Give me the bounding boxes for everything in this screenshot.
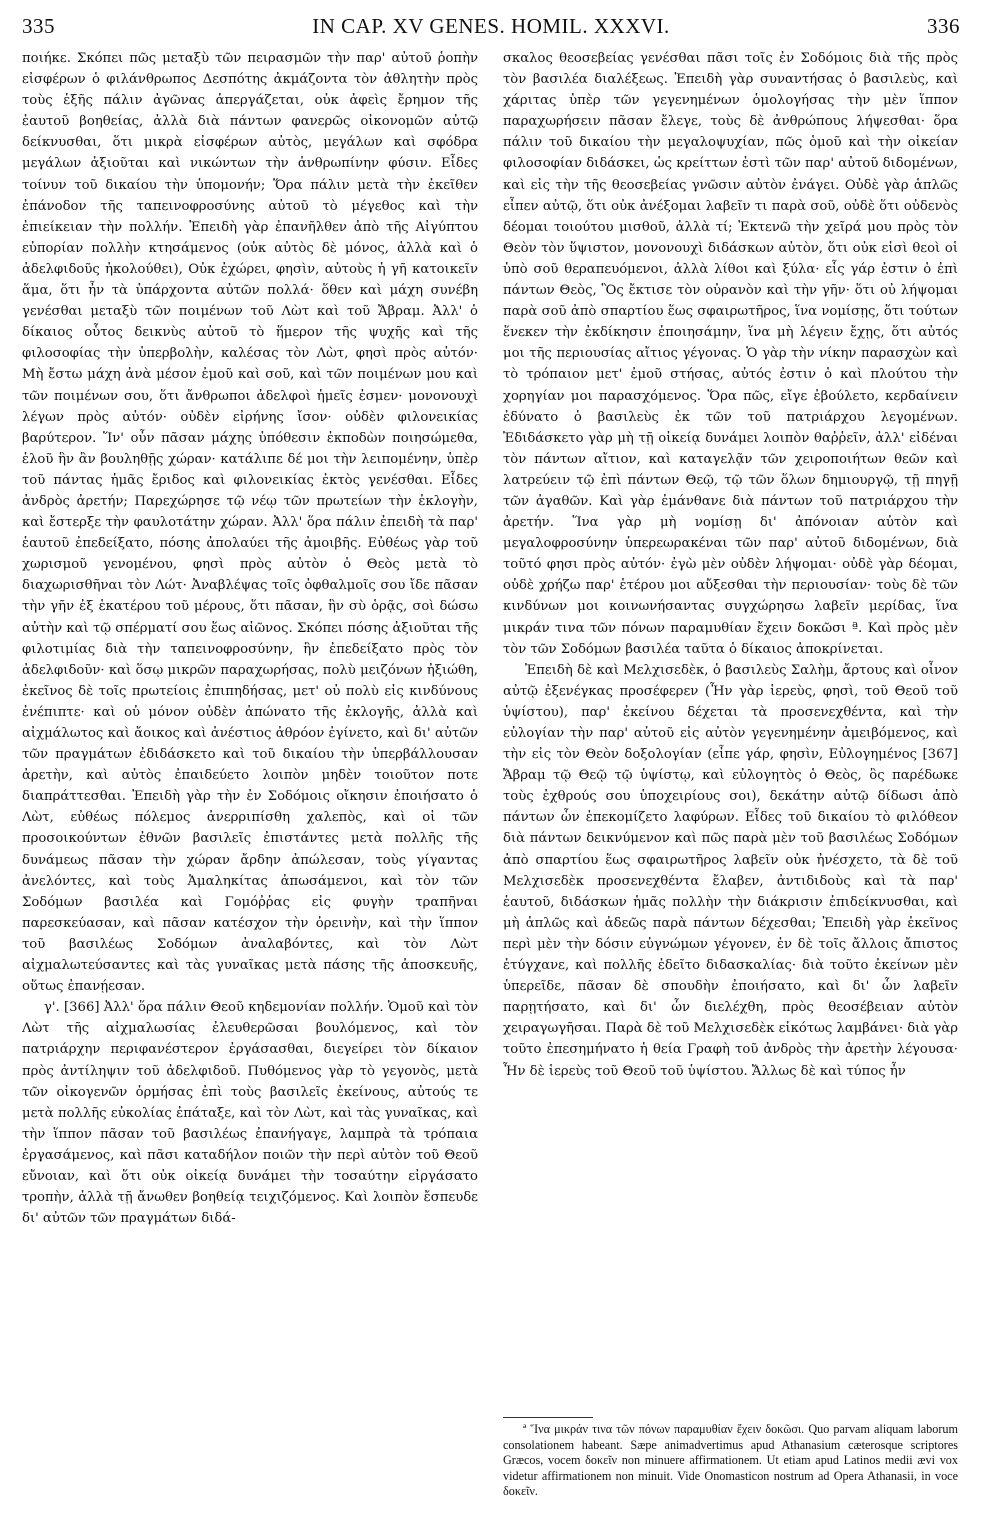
left-paragraph-2: γ'. [366] Ἀλλ' ὅρα πάλιν Θεοῦ κηδεμονίαν πολλήν. Ὁμοῦ καὶ τὸν Λὼτ τῆς αἰχμαλωσίας ἐλευθερῶσαι βουλόμενος, καὶ τὸν πατριάρχην περιφανέστερον ἐργάσασθαι, διεγείρει τὸν δίκαιον πρὸς ἀντίληψιν τοῦ ἀδελφιδοῦ. Πυθόμενος γὰρ τὸ γεγονὸς, μετὰ τῶν οἰκογενῶν ὁρμήσας ἐπὶ τοὺς βασιλεῖς ἐκείνους, αὐτούς τε μετὰ πολλῆς εὐκολίας ἐπάταξε, καὶ τὸν Λὼτ, καὶ τὰς γυναῖκας, καὶ τὴν ἵππον πᾶσαν τοῦ βασιλέως ἐπανήγαγε, λαμπρὰ τὰ τρόπαια ἐργασάμενος, καὶ πᾶσι καταδήλον ποιῶν τὴν περὶ αὐτὸν τοῦ Θεοῦ εὔνοιαν, καὶ ὅτι οὐκ οἰκείᾳ δυνάμει τὴν τοσαύτην εἰργάσατο τροπὴν, ἀλλὰ τῇ ἄνωθεν βοηθείᾳ τειχιζόμενος. Καὶ λοιπὸν ἔσπευδε δι' αὐτῶν τῶν πραγμάτων διδά- [22,1000,478,1227]
page-number-right: 336 [927,14,960,38]
left-paragraph-1: ποιήκε. Σκόπει πῶς μεταξὺ τῶν πειρασμῶν τὴν παρ' αὐτοῦ ῥοπὴν εἰσφέρων ὁ φιλάνθρωπος Δεσπότης ἀκμάζοντα τὸν ἀθλητὴν πρὸς τοὺς ἑξῆς πάλιν ἀγῶνας ἀπεργάζεται, οὐκ ἀφεὶς ἔρημον τῆς ἑαυτοῦ βοηθείας, ἀλλὰ διὰ πάντων φανερῶς οἰκονομῶν αὐτῷ δείκνυσθαι, ὅτι μικρὰ εἰσφέρων αὐτὸς, μεγάλων καὶ σφόδρα μεγάλων ἀξιοῦται καὶ νικώντων τὴν ἀνθρωπίνην φύσιν. Εἶδες τοίνυν τοῦ δικαίου τὴν ὑπομονήν; Ὅρα πάλιν μετὰ τὴν ἐκεῖθεν ἐπάνοδον τῆς ταπεινοφροσύνης αὐτοῦ τὸ μέγεθος καὶ τὴν ἐπιείκειαν τὴν πολλήν. Ἐπειδὴ γὰρ ἐπανῆλθεν ἀπὸ τῆς Αἰγύπτου εὐπορίαν πολλὴν κτησάμενος (οὐκ αὐτὸς δὲ μόνος, ἀλλὰ καὶ ὁ ἀδελφιδοῦς ἠκολούθει), Οὐκ ἐχώρει, φησὶν, αὐτοὺς ἡ γῆ κατοικεῖν ἅμα, ὅτι ἦν τὰ ὑπάρχοντα αὐτῶν πολλά· ὅθεν καὶ μάχη συνέβη γενέσθαι μεταξὺ τῶν ποιμένων τοῦ Λὼτ καὶ τοῦ Ἄβραμ. Ἀλλ' ὁ δίκαιος οὗτος δεικνὺς αὐτοῦ τὸ ἥμερον τῆς ψυχῆς καὶ τῆς φιλοσοφίας τὴν ὑπερβολὴν, καλέσας τὸν Λὼτ, φησὶ πρὸς αὐτόν· Μὴ ἔστω μάχη ἀνὰ μέσον ἐμοῦ καὶ σοῦ, καὶ τῶν ποιμένων μου καὶ τῶν ποιμένων σου, ὅτι ἄνθρωποι ἀδελφοὶ ἡμεῖς ἐσμεν· μονονουχὶ λέγων πρὸς αὐτόν· οὐδὲν εἰρήνης ἴσον· οὐδὲν φιλονεικίας βαρύτερον. Ἵν' οὖν πᾶσαν μάχης ὑπόθεσιν ἐκποδὼν ποιησώμεθα, ἑλοῦ ἣν ἂν βουληθῇς χώραν· κατάλιπε δέ μοι τὴν λειπομένην, ὑπὲρ τοῦ πάντας ἡμᾶς ἔριδος καὶ φιλονεικίας ἐκτὸς γενέσθαι. Εἶδες ἀνδρὸς ἀρετήν; Παρεχώρησε τῷ νέῳ τῶν πρωτείων τὴν ἐκλογὴν, καὶ ἔστερξε τὴν φαυλοτάτην χώραν. Ἀλλ' ὅρα πάλιν ἐπειδὴ τὰ παρ' ἑαυτοῦ ἐπεδείξατο, πόσης ἀπολαύει τῆς ἀμοιβῆς. Εὐθέως γὰρ τοῦ χωρισμοῦ γενομένου, φησὶ πρὸς αὐτὸν ὁ Θεὸς μετὰ τὸ διαχωρισθῆναι τὸν Λώτ· Ἀναβλέψας τοῖς ὀφθαλμοῖς σου ἴδε πᾶσαν τὴν γῆν ἐξ ἑκατέρου τοῦ μέρους, ὅτι πᾶσαν, ἣν σὺ ὁρᾷς, σοὶ δώσω αὐτὴν καὶ τῷ σπέρματί σου ἕως αἰῶνος. Σκόπει πόσης ἀξιοῦται τῆς φιλοτιμίας διὰ τὴν ταπεινοφροσύνην, ἣν ἐπεδείξατο πρὸς τὸν ἀδελφιδοῦν· καὶ ὅσῳ μικρῶν παραχωρήσας, πολὺ μειζόνων ἠξιώθη, ἐκεῖνος δὲ τοῖς πρωτείοις ἐπιπηδήσας, μετ' οὐ πολὺ εἰς κινδύνους ἐνέπιπτε· καὶ οὐ μόνον οὐδὲν ἀπώνατο τῆς ἐκλογῆς, ἀλλὰ καὶ αἰχμάλωτος καὶ ἄοικος καὶ ἀνέστιος ἀθρόον ἐγίνετο, καὶ δι' αὐτῶν τῶν πραγμάτων ἐδιδάσκετο καὶ τοῦ δικαίου τὴν ὑπερβάλλουσαν ἀρετὴν, καὶ αὐτὸς ἐπαιδεύετο λοιπὸν μηδὲν τοιοῦτον ποτε διαπράττεσθαι. Ἐπειδὴ γὰρ τὴν ἐν Σοδόμοις οἴκησιν ἐποιήσατο ὁ Λὼτ, εὐθέως πόλεμος ἀνερριπίσθη χαλεπὸς, καὶ οἱ τῶν προσοικούντων ἐθνῶν βασιλεῖς ἐπιστάντες μετὰ πολλῆς τῆς δυνάμεως πᾶσαν τὴν χώραν ἄρδην ἀπώλεσαν, τοὺς γίγαντας ἀνελόντες, καὶ τοὺς Ἀμαληκίτας ἀπωσάμενοι, καὶ τὸν τῶν Σοδόμων βασιλέα καὶ Γομόῤῥας εἰς φυγὴν τραπῆναι παρεσκεύασαν, καὶ πᾶσαν κατέσχον τὴν ὀρεινὴν, καὶ τὴν ἵππον τοῦ βασιλέως Σοδόμων ἀναλαβόντες, καὶ τὸν Λὼτ αἰχμαλωτεύσαντες καὶ τὰς γυναῖκας μετὰ πάσης τῆς ἀποσκευῆς, οὕτως ἐπανῄεσαν. [22,51,478,995]
right-paragraph-2: Ἐπειδὴ δὲ καὶ Μελχισεδὲκ, ὁ βασιλεὺς Σαλὴμ, ἄρτους καὶ οἶνον αὐτῷ ἐξενέγκας προσέφερεν (Ἦν γὰρ ἱερεὺς, φησὶ, τοῦ Θεοῦ τοῦ ὑψίστου), παρ' ἐκείνου δέχεται τὰ προσενεχθέντα, καὶ τὴν εὐλογίαν τὴν παρ' αὐτοῦ εἰς αὐτὸν γεγενημένην ἀμειβόμενος, καὶ τὴν εἰς τὸν Θεὸν δοξολογίαν (εἶπε γάρ, φησὶν, Εὐλογημένος [367] Ἄβραμ τῷ Θεῷ τῷ ὑψίστῳ, καὶ εὐλογητὸς ὁ Θεὸς, ὃς παρέδωκε τοὺς ἐχθρούς σου ὑποχειρίους σοι), δεκάτην αὐτῷ δίδωσι ἀπὸ πάντων ὧν ἐπεκομίζετο λαφύρων. Εἶδες τοῦ δικαίου τὸ φιλόθεον διὰ πάντων δεικνύμενον καὶ πῶς παρὰ μὲν τοῦ βασιλέως Σοδόμων ἀπὸ σπαρτίου ἕως σφαιρωτῆρος λαβεῖν οὐκ ἠνέσχετο, τὰ δὲ τοῦ Μελχισεδὲκ προσενεχθέντα ἔλαβεν, ἀντιδιδοὺς καὶ τὰ παρ' ἑαυτοῦ, διδάσκων ἡμᾶς πολλὴν τὴν διάκρισιν ἐπιδείκνυσθαι, καὶ μὴ ἁπλῶς καὶ ἀδεῶς παρὰ πάντων δέχεσθαι; Ἐπειδὴ γὰρ ἐκεῖνος περὶ μὲν τὴν δόσιν εὐγνώμων γέγονεν, ἐν δὲ τοῖς ἄλλοις ἄπιστος ἐτύγχανε, καὶ πολλῆς ἐδεῖτο διδασκαλίας· διὰ τοῦτο ἐκείνων μὲν ὑπερεῖδε, πᾶσαν δὲ σπουδὴν ἐποιήσατο, καὶ δι' ὧν λαβεῖν παρῃτήσατο, καὶ δι' ὧν διελέχθη, πρὸς θεοσέβειαν αὐτὸν χειραγωγῆσαι. Παρὰ δὲ τοῦ Μελχισεδὲκ εἰκότως λαμβάνει· διὰ γὰρ τοῦτο ἐπεσημήνατο ἡ θεία Γραφὴ τοῦ ἀνδρὸς τὴν ἀρετὴν λέγουσα· Ἦν δὲ ἱερεὺς τοῦ Θεοῦ τοῦ ὑψίστου. Ἄλλως δὲ καὶ τύπος ἦν [503,662,958,1079]
page-header [22,14,960,40]
page-number-left: 335 [22,14,55,38]
left-column [22,48,478,1229]
footnote: ª Ἵνα μικράν τινα τῶν πόνων παραμυθίαν ἔχειν δοκῶσι. Quo parvam aliquam laborum consolationem habeant. Sæpe animadvertimus apud Athanasium cæterosque scriptores Græcos, vocem δοκεῖν non minuere affirmationem. Ut etiam apud Latinos medii ævi vox videtur affirmationem non minuit. Vide Onomasticon nostrum ad Opera Athanasii, in voce δοκεῖν. [503,1422,958,1499]
right-paragraph-1: σκαλος θεοσεβείας γενέσθαι πᾶσι τοῖς ἐν Σοδόμοις διὰ τῆς πρὸς τὸν βασιλέα διαλέξεως. Ἐπειδὴ γὰρ συναντήσας ὁ βασιλεὺς, καὶ χάριτας ὑπὲρ τῶν γεγενημένων ὁμολογήσας τὴν μὲν ἵππον παραχωρήσειν πᾶσαν ἔλεγε, τοὺς δὲ ἀνθρώπους λήψεσθαι· ὅρα πάλιν τοῦ δικαίου τὴν μεγαλοψυχίαν, πῶς ὁμοῦ καὶ τὴν οἰκείαν φιλοσοφίαν διδάσκει, ὡς κρείττων ἐστὶ τῶν παρ' αὐτοῦ διδομένων, καὶ εἰς τὴν τῆς θεοσεβείας γνῶσιν αὐτὸν ἐνάγει. Οὐδὲ γὰρ ἁπλῶς εἶπεν αὐτῷ, ὅτι οὐκ ἀνέξομαι λαβεῖν τι παρὰ σοῦ, οὐδὲ ὅτι οὐδενὸς δέομαι τοιούτου μισθοῦ, ἀλλὰ τί; Ἐκτενῶ τὴν χεῖρά μου πρὸς τὸν Θεὸν τὸν ὕψιστον, μονονουχὶ διδάσκων αὐτὸν, ὅτι οὐκ εἰσὶ θεοὶ οἱ ὑπὸ σοῦ θεραπευόμενοι, ἀλλὰ λίθοι καὶ ξύλα· εἷς γάρ ἐστιν ὁ ἐπὶ πάντων Θεὸς, Ὃς ἔκτισε τὸν οὐρανὸν καὶ τὴν γῆν· ὅτι οὐ λήψομαι παρὰ σοῦ ἀπὸ σπαρτίου ἕως σφαιρωτῆρος, ἵνα νομίσῃς, ὅτι τούτων ἕνεκεν τὴν ἐκδίκησιν ἐποιησάμην, ἵνα μὴ λέγειν ἔχῃς, ὅτι αὐτός μοι τῆς περιουσίας αἴτιος γέγονας. Ὁ γὰρ τὴν νίκην παρασχὼν καὶ τὸ τρόπαιον μετ' ἐμοῦ στήσας, αὐτός ἐστιν ὁ καὶ πλούτου τὴν χορηγίαν μοι παρασχόμενος. Ὅρα πῶς, εἴγε ἐβούλετο, κερδαίνειν ἐδύνατο ὁ βασιλεὺς ἐκ τῶν τοῦ πατριάρχου λεγομένων. Ἐδιδάσκετο γὰρ μὴ τῇ οἰκείᾳ δυνάμει λοιπὸν θαῤῥεῖν, ἀλλ' εἰδέναι τὸν πάντων αἴτιον, καὶ καταγελᾷν τῶν χειροποιήτων θεῶν καὶ λατρεύειν τῷ ἐπὶ πάντων Θεῷ, τῷ τῶν ὅλων δημιουργῷ, τῇ πηγῇ τῶν ἀγαθῶν. Καὶ γὰρ ἐμάνθανε διὰ πάντων τοῦ πατριάρχου τὴν ἀρετήν. Ἵνα γὰρ μὴ νομίσῃ δι' ἀπόνοιαν αὐτὸν καὶ μεγαλοφροσύνην ὑπερεωρακέναι τῶν παρ' αὐτοῦ διδομένων, διὰ τοῦτό φησι πρὸς αὐτόν· ἐγὼ μὲν οὐδὲν λήψομαι· οὐδὲ γὰρ δέομαι, οὐδὲ χρήζω παρ' ἑτέρου μοι αὔξεσθαι τὴν περιουσίαν· τοὺς δὲ τῶν κινδύνων μοι κοινωνήσαντας συγχώρησω λαβεῖν μερίδας, ἵνα μικράν τινα τῶν πόνων παραμυθίαν ἔχειν δοκῶσι ª. Καὶ πρὸς μὲν τὸν τῶν Σοδόμων βασιλέα ταῦτα ὁ δίκαιος ἀποκρίνεται. [503,51,958,657]
right-column [503,48,958,1082]
footnote-rule [503,1417,593,1418]
running-title: IN CAP. XV GENES. HOMIL. XXXVI. [312,14,670,38]
